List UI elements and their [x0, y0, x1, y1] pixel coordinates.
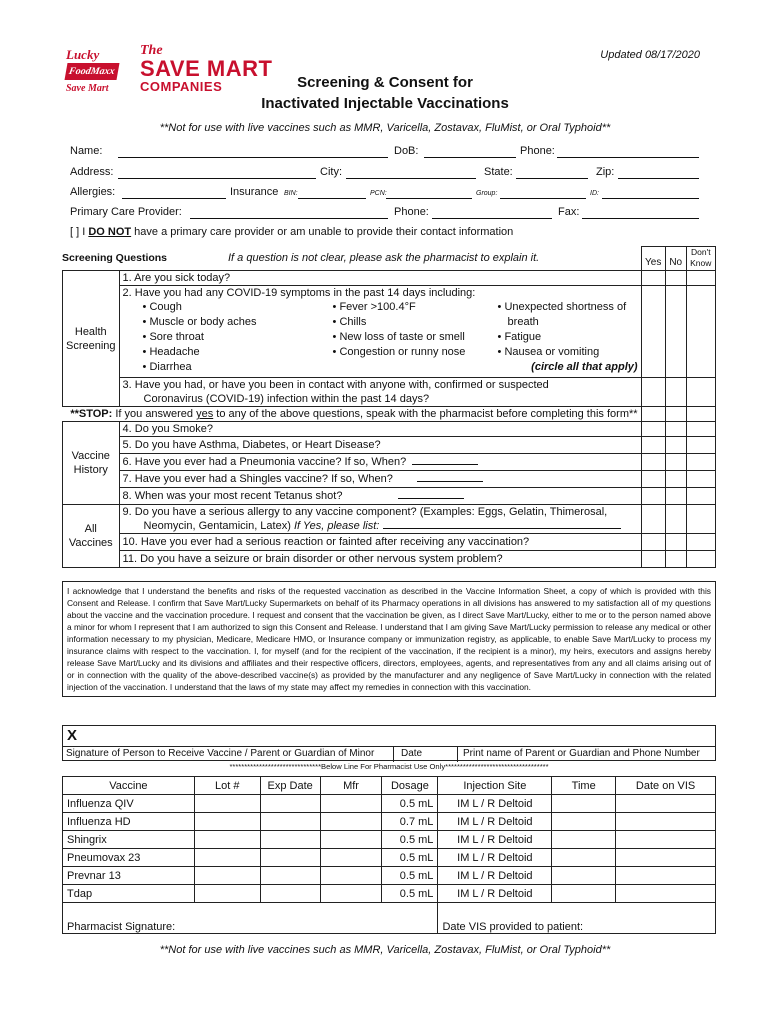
q1-yes[interactable] — [641, 271, 665, 286]
pcn-field[interactable] — [386, 198, 472, 199]
phone-label: Phone: — [520, 145, 555, 157]
screening-table — [62, 246, 716, 568]
q7-dont-know[interactable] — [686, 471, 715, 488]
vaccine-name: Prevnar 13 — [63, 867, 195, 885]
state-field[interactable] — [516, 178, 588, 179]
pharmacist-use-divider: *******************************Below Line For Pharmacist Use Only*********************************** — [229, 762, 549, 771]
date-label: Date — [401, 748, 423, 759]
stop-pre: If you answered — [112, 408, 197, 420]
question-10: 10. Have you ever had a serious reaction or fainted after receiving any vaccination? — [119, 534, 641, 551]
dont-know-header — [686, 247, 715, 271]
pharm-entry-cell[interactable] — [616, 831, 716, 849]
pharm-entry-cell[interactable] — [194, 813, 260, 831]
injection-site[interactable]: IM L / R Deltoid — [438, 795, 552, 813]
lucky-logo: Lucky — [66, 47, 100, 62]
pharm-entry-cell[interactable] — [260, 831, 320, 849]
savemart-small-logo: Save Mart — [66, 83, 109, 94]
q9-no[interactable] — [665, 505, 686, 534]
q8-text: 8. When was your most recent Tetanus shot? — [122, 490, 343, 502]
brand-name: SAVE MART — [140, 56, 273, 81]
q8-date-field[interactable] — [398, 498, 464, 499]
pharm-entry-cell[interactable] — [260, 795, 320, 813]
symptom-col1-item[interactable]: • Headache — [142, 346, 200, 358]
pcp-phone-label: Phone: — [394, 206, 429, 218]
symptom-col1-item[interactable]: • Muscle or body aches — [142, 316, 257, 328]
title-line-2: Inactivated Injectable Vaccinations — [261, 95, 509, 112]
bin-field[interactable] — [298, 198, 366, 199]
pharm-entry-cell[interactable] — [194, 849, 260, 867]
pcp-field[interactable] — [190, 218, 388, 219]
q1-no[interactable] — [665, 271, 686, 286]
fax-field[interactable] — [582, 218, 699, 219]
state-label: State: — [484, 166, 513, 178]
address-label: Address: — [70, 166, 114, 178]
health-label-1: Health — [74, 325, 107, 338]
q4-yes[interactable] — [641, 422, 665, 437]
screening-instruction: If a question is not clear, please ask the pharmacist to explain it. — [228, 252, 540, 264]
symptoms-col-2 — [333, 300, 498, 375]
q7-yes[interactable] — [641, 471, 665, 488]
q10-yes[interactable] — [641, 534, 665, 551]
q2-yes[interactable] — [641, 286, 665, 378]
q10-no[interactable] — [665, 534, 686, 551]
zip-field[interactable] — [618, 178, 699, 179]
question-8 — [119, 488, 641, 505]
id-field[interactable] — [602, 198, 699, 199]
pharm-entry-cell[interactable] — [320, 795, 382, 813]
symptom-col3-item[interactable]: • Unexpected shortness of — [497, 301, 627, 313]
no-pcp-checkbox[interactable] — [70, 226, 513, 238]
pharm-row — [63, 813, 716, 831]
pharm-entry-cell[interactable] — [260, 867, 320, 885]
pharm-entry-cell[interactable] — [552, 831, 616, 849]
pharm-entry-cell[interactable] — [320, 885, 382, 903]
q4-dont-know[interactable] — [686, 422, 715, 437]
q11-dont-know[interactable] — [686, 551, 715, 568]
name-field[interactable] — [118, 157, 388, 158]
form-title — [0, 72, 770, 114]
pharm-entry-cell[interactable] — [260, 849, 320, 867]
footer-note: **Not for use with live vaccines such as MMR, Varicella, Zostavax, FluMist, or Oral Typhoid** — [159, 944, 611, 956]
question-2-text: 2. Have you had any COVID-19 symptoms in the past 14 days including: — [122, 287, 476, 299]
q9-dont-know[interactable] — [686, 505, 715, 534]
vaccine-label-1: Vaccine — [71, 450, 110, 462]
q7-when-field[interactable] — [417, 481, 483, 482]
q11-yes[interactable] — [641, 551, 665, 568]
pharm-entry-cell[interactable] — [320, 813, 382, 831]
no-pcp-text: have a primary care provider or am unable to provide their contact information — [131, 226, 514, 238]
dosage: 0.5 mL — [382, 831, 438, 849]
pharm-entry-cell[interactable] — [320, 849, 382, 867]
group-label: Group: — [476, 190, 498, 197]
vaccine-name: Influenza HD — [63, 813, 195, 831]
question-1: 1. Are you sick today? — [119, 271, 641, 286]
signature-block — [62, 725, 716, 761]
pharm-entry-cell[interactable] — [616, 813, 716, 831]
pharm-entry-cell[interactable] — [194, 831, 260, 849]
screening-heading: Screening Questions — [62, 252, 168, 264]
pharm-entry-cell[interactable] — [194, 867, 260, 885]
q6-no[interactable] — [665, 454, 686, 471]
signature-label: Signature of Person to Receive Vaccine / Parent or Guardian of Minor — [66, 748, 375, 759]
q10-dont-know[interactable] — [686, 534, 715, 551]
pharm-row — [63, 795, 716, 813]
q6-dont-know[interactable] — [686, 454, 715, 471]
q5-yes[interactable] — [641, 437, 665, 454]
q5-dont-know[interactable] — [686, 437, 715, 454]
stop-post: to any of the above questions, speak with the pharmacist before completing this form** — [213, 408, 638, 420]
brand-the: The — [140, 43, 163, 58]
vaccine-name: Tdap — [63, 885, 195, 903]
pcp-phone-field[interactable] — [432, 218, 552, 219]
q2-no[interactable] — [665, 286, 686, 378]
pharm-entry-cell[interactable] — [194, 795, 260, 813]
question-3 — [119, 378, 641, 407]
injection-site[interactable]: IM L / R Deltoid — [438, 867, 552, 885]
pharm-col-header: Mfr — [320, 777, 382, 795]
q9-yes[interactable] — [641, 505, 665, 534]
insurance-label: Insurance — [230, 186, 279, 198]
q6-text: 6. Have you ever had a Pneumonia vaccine? If so, When? — [122, 456, 407, 468]
pharm-row — [63, 885, 716, 903]
brand-companies: COMPANIES — [140, 79, 223, 94]
allergies-label: Allergies: — [70, 186, 116, 198]
all-label-1: All — [84, 523, 97, 535]
question-4: 4. Do you Smoke? — [119, 422, 641, 437]
dosage: 0.5 mL — [382, 795, 438, 813]
pharm-row — [63, 867, 716, 885]
stop-yes: yes — [196, 408, 214, 420]
dob-label: DoB: — [394, 145, 419, 157]
dosage: 0.5 mL — [382, 849, 438, 867]
updated-date: Updated 08/17/2020 — [600, 49, 700, 61]
pcp-label: Primary Care Provider: — [70, 206, 182, 218]
symptoms-col-3 — [498, 300, 638, 375]
q3-no[interactable] — [665, 378, 686, 407]
dont-know-line-1: Don't — [690, 247, 711, 257]
injection-site[interactable]: IM L / R Deltoid — [438, 831, 552, 849]
stop-bold: **STOP: — [70, 408, 113, 420]
all-label-2: Vaccines — [68, 537, 113, 549]
dosage: 0.5 mL — [382, 885, 438, 903]
yes-header: Yes — [641, 247, 665, 271]
pharm-entry-cell[interactable] — [320, 831, 382, 849]
question-9 — [119, 505, 641, 534]
symptom-col1-item[interactable]: • Diarrhea — [142, 361, 192, 373]
bin-label: BIN: — [284, 190, 298, 197]
q8-no[interactable] — [665, 488, 686, 505]
q8-yes[interactable] — [641, 488, 665, 505]
question-2 — [119, 286, 641, 378]
zip-label: Zip: — [596, 166, 615, 178]
vaccine-name: Influenza QIV — [63, 795, 195, 813]
q7-no[interactable] — [665, 471, 686, 488]
q3-line-1: 3. Have you had, or have you been in contact with anyone with, confirmed or suspected — [122, 379, 549, 391]
no-pcp-bold: DO NOT — [88, 226, 132, 238]
pharm-col-header: Lot # — [194, 777, 260, 795]
pharm-entry-cell[interactable] — [194, 885, 260, 903]
print-name-label: Print name of Parent or Guardian and Phone Number — [463, 748, 700, 759]
q6-yes[interactable] — [641, 454, 665, 471]
q11-no[interactable] — [665, 551, 686, 568]
vis-date-provided[interactable]: Date VIS provided to patient: — [438, 903, 716, 934]
pharm-entry-cell[interactable] — [616, 849, 716, 867]
health-label-2: Screening — [66, 339, 116, 352]
group-field[interactable] — [500, 198, 586, 199]
foodmaxx-logo: FoodMaxx — [65, 63, 120, 80]
name-label: Name: — [70, 145, 103, 157]
city-field[interactable] — [346, 178, 476, 179]
symptoms-col-1 — [123, 300, 333, 375]
pharm-col-header: Vaccine — [63, 777, 195, 795]
no-pcp-prefix: [ ] I — [70, 226, 89, 238]
q4-no[interactable] — [665, 422, 686, 437]
pharm-entry-cell[interactable] — [616, 867, 716, 885]
pharmacist-table — [62, 776, 716, 934]
pharm-row — [63, 831, 716, 849]
live-vaccine-note: **Not for use with live vaccines such as MMR, Varicella, Zostavax, FluMist, or Oral Typhoid** — [159, 122, 611, 134]
pcn-label: PCN: — [370, 190, 387, 197]
symptom-col2-item[interactable]: • Congestion or runny nose — [332, 346, 466, 358]
pharm-entry-cell[interactable] — [552, 885, 616, 903]
q9-line-2: Neomycin, Gentamicin, Latex) — [143, 520, 294, 532]
dob-field[interactable] — [424, 157, 516, 158]
vaccine-label-2: History — [73, 464, 108, 476]
all-vaccines-label — [63, 505, 120, 568]
pharmacist-signature[interactable]: Pharmacist Signature: — [63, 903, 438, 934]
symptom-col3-item[interactable]: • Fatigue — [497, 331, 542, 343]
injection-site[interactable]: IM L / R Deltoid — [438, 849, 552, 867]
city-label: City: — [320, 166, 342, 178]
injection-site[interactable]: IM L / R Deltoid — [438, 813, 552, 831]
question-11: 11. Do you have a seizure or brain disorder or other nervous system problem? — [119, 551, 641, 568]
pharm-entry-cell[interactable] — [552, 849, 616, 867]
vaccine-name: Pneumovax 23 — [63, 849, 195, 867]
q2-dont-know[interactable] — [686, 286, 715, 378]
symptom-col2-item[interactable]: • Fever >100.4°F — [332, 301, 416, 313]
q8-dont-know[interactable] — [686, 488, 715, 505]
symptom-col2-item[interactable]: • Chills — [332, 316, 367, 328]
phone-field[interactable] — [557, 157, 699, 158]
pharm-entry-cell[interactable] — [552, 813, 616, 831]
pharm-col-header: Date on VIS — [616, 777, 716, 795]
q3-yes[interactable] — [641, 378, 665, 407]
pharm-entry-cell[interactable] — [552, 795, 616, 813]
symptom-col1-item[interactable]: • Cough — [142, 301, 182, 313]
address-field[interactable] — [118, 178, 316, 179]
injection-site[interactable]: IM L / R Deltoid — [438, 885, 552, 903]
pharm-col-header: Dosage — [382, 777, 438, 795]
q7-text: 7. Have you ever had a Shingles vaccine? If so, When? — [122, 473, 393, 485]
consent-text: I acknowledge that I understand the benefits and risks of the requested vaccination as described in the Vaccine Information Sheet, a copy of which is provided with this Consent and Release. I confirm that Save Mart/Lucky Supermarkets on behalf of its Pharmacy operations in all divisions has answered to my satisfaction all of my questions about the vaccine and the vaccination procedure. I request and consent that the vaccination be given, as I direct Save Mart/Lucky, either to me or to the person named above a minor for whom I represent that I am authorized to sign this Consent and Release. I understand that I am giving Save Mart/Lucky permission to release any medical or other information necessary to my physician, Medicare, Medicare HMO, or Insurance company or immunization registry, as applicable, to enable Save Mart/Lucky to process my insurance claims with respect to the vaccination. I, for myself (and for the recipient of the vaccination, if the recipient is a minor), my heirs, executors and assigns hereby release Save Mart/Lucky and its divisions and affiliates and their respective officers, directors, employees, agents, and representatives from any and all claims arising out of or in connection with the quality of the above-described vaccine(s) as provided by the manufacturer and any negligence of Save Mart/Lucky in connection with the related injection of the vaccination. I understand that the laws of my state may affect my remedies in connection with this vaccination. — [62, 581, 716, 697]
question-6 — [119, 454, 641, 471]
q6-when-field[interactable] — [412, 464, 478, 465]
dosage: 0.5 mL — [382, 867, 438, 885]
vaccine-name: Shingrix — [63, 831, 195, 849]
q3-dont-know[interactable] — [686, 378, 715, 407]
pharm-entry-cell[interactable] — [552, 867, 616, 885]
symptom-col1-item[interactable]: • Sore throat — [142, 331, 204, 343]
no-header: No — [665, 247, 686, 271]
pharm-row — [63, 849, 716, 867]
dont-know-line-2: Know — [690, 258, 712, 268]
symptom-col3-item[interactable]: • Nausea or vomiting — [497, 346, 600, 358]
title-line-1: Screening & Consent for — [297, 74, 473, 91]
q9-line-1: 9. Do you have a serious allergy to any vaccine component? (Examples: Eggs, Gelatin, Thimerosal, — [122, 506, 608, 518]
vaccine-history-label — [63, 422, 120, 505]
pharm-entry-cell[interactable] — [260, 813, 320, 831]
health-screening-label — [63, 271, 120, 407]
q1-dont-know[interactable] — [686, 271, 715, 286]
q9-if-yes: If Yes, please list: — [293, 520, 380, 532]
allergies-field[interactable] — [122, 198, 226, 199]
symptom-col3-item[interactable]: breath — [507, 316, 539, 328]
q9-list-field[interactable] — [383, 528, 621, 529]
stop-notice — [63, 407, 642, 422]
pharm-col-header: Time — [552, 777, 616, 795]
pharm-entry-cell[interactable] — [616, 795, 716, 813]
pharm-entry-cell[interactable] — [616, 885, 716, 903]
question-7 — [119, 471, 641, 488]
dosage: 0.7 mL — [382, 813, 438, 831]
pharm-col-header: Injection Site — [438, 777, 552, 795]
symptom-col2-item[interactable]: • New loss of taste or smell — [332, 331, 465, 343]
circle-all-note: (circle all that apply) — [531, 361, 638, 373]
pharm-entry-cell[interactable] — [260, 885, 320, 903]
signature-x-mark: X — [67, 727, 78, 744]
id-label: ID: — [590, 190, 599, 197]
question-5: 5. Do you have Asthma, Diabetes, or Heart Disease? — [119, 437, 641, 454]
q5-no[interactable] — [665, 437, 686, 454]
pharm-col-header: Exp Date — [260, 777, 320, 795]
fax-label: Fax: — [558, 206, 580, 218]
pharm-entry-cell[interactable] — [320, 867, 382, 885]
q3-line-2: Coronavirus (COVID-19) infection within the past 14 days? — [143, 393, 430, 405]
